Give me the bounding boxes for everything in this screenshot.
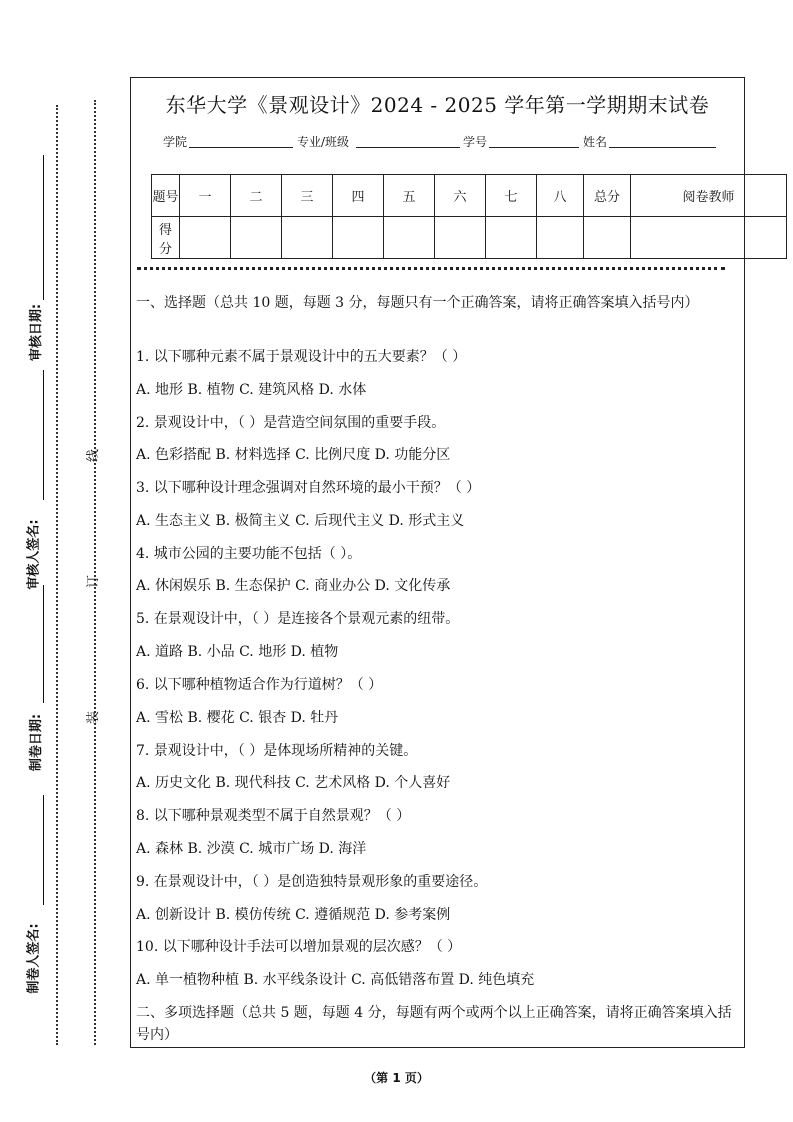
question-5: 5. 在景观设计中，（ ）是连接各个景观元素的纽带。 <box>136 611 460 627</box>
score-cell[interactable] <box>631 217 787 259</box>
question-10: 10. 以下哪种设计手法可以增加景观的层次感？（ ） <box>136 939 462 955</box>
options-1: A. 地形 B. 植物 C. 建筑风格 D. 水体 <box>136 382 367 398</box>
score-table-header-row <box>152 175 787 217</box>
col-total: 总分 <box>584 175 631 217</box>
dotted-separator <box>137 267 725 270</box>
score-cell[interactable] <box>231 217 282 259</box>
student-id-field[interactable] <box>489 147 579 148</box>
score-cell[interactable] <box>384 217 435 259</box>
score-cell[interactable] <box>435 217 486 259</box>
section2-heading: 二、多项选择题（总共 5 题，每题 4 分，每题有两个或两个以上正确答案，请将正确答案填入括号内） <box>136 1005 732 1043</box>
options-4: A. 休闲娱乐 B. 生态保护 C. 商业办公 D. 文化传承 <box>136 578 451 594</box>
bind-char-ding: 订 <box>86 574 102 589</box>
exam-title: 东华大学《景观设计》2024 - 2025 学年第一学期期末试卷 <box>165 93 710 117</box>
options-2: A. 色彩搭配 B. 材料选择 C. 比例尺度 D. 功能分区 <box>136 447 451 463</box>
score-table-score-row <box>152 217 787 259</box>
name-label: 姓名 <box>583 135 608 149</box>
score-cell[interactable] <box>486 217 537 259</box>
col-7: 七 <box>486 175 537 217</box>
question-8: 8. 以下哪种景观类型不属于自然景观？（ ） <box>136 808 411 824</box>
reviewer-sign-label: 审核人签名: <box>26 519 42 590</box>
score-table <box>151 174 787 259</box>
maker-sign-label: 制卷人签名: <box>26 923 42 994</box>
row-header-tihao: 题号 <box>152 175 180 217</box>
question-2: 2. 景观设计中，（ ）是营造空间氛围的重要手段。 <box>136 415 446 431</box>
options-10: A. 单一植物种植 B. 水平线条设计 C. 高低错落布置 D. 纯色填充 <box>136 972 535 988</box>
question-6: 6. 以下哪种植物适合作为行道树？（ ） <box>136 677 383 693</box>
college-label: 学院 <box>163 135 188 149</box>
page-number: （第 1 页） <box>364 1071 429 1085</box>
name-field[interactable] <box>609 147 716 148</box>
bind-char-zhuang: 装 <box>86 710 102 725</box>
question-7: 7. 景观设计中，（ ）是体现场所精神的关键。 <box>136 743 418 759</box>
options-9: A. 创新设计 B. 模仿传统 C. 遵循规范 D. 参考案例 <box>136 907 451 923</box>
options-6: A. 雪松 B. 樱花 C. 银杏 D. 牡丹 <box>136 710 339 726</box>
score-cell[interactable] <box>333 217 384 259</box>
bind-char-xian: 线 <box>86 448 102 463</box>
score-cell[interactable] <box>537 217 584 259</box>
col-4: 四 <box>333 175 384 217</box>
maker-sign-line <box>43 795 44 905</box>
left-dotted-line <box>56 105 58 1045</box>
col-8: 八 <box>537 175 584 217</box>
section1-heading: 一、选择题（总共 10 题，每题 3 分，每题只有一个正确答案，请将正确答案填入括号内） <box>136 295 699 311</box>
options-3: A. 生态主义 B. 极简主义 C. 后现代主义 D. 形式主义 <box>136 513 465 529</box>
col-6: 六 <box>435 175 486 217</box>
score-cell[interactable] <box>282 217 333 259</box>
reviewer-sign-line <box>43 370 44 500</box>
options-8: A. 森林 B. 沙漠 C. 城市广场 D. 海洋 <box>136 841 367 857</box>
major-label: 专业/班级 <box>297 135 350 149</box>
col-5: 五 <box>384 175 435 217</box>
major-field[interactable] <box>356 147 460 148</box>
row-header-defen: 得分 <box>152 217 180 259</box>
question-1: 1. 以下哪种元素不属于景观设计中的五大要素？（ ） <box>136 349 467 365</box>
question-3: 3. 以下哪种设计理念强调对自然环境的最小干预？（ ） <box>136 480 481 496</box>
score-cell[interactable] <box>584 217 631 259</box>
student-id-label: 学号 <box>463 135 488 149</box>
options-7: A. 历史文化 B. 现代科技 C. 艺术风格 D. 个人喜好 <box>136 775 451 791</box>
col-3: 三 <box>282 175 333 217</box>
college-field[interactable] <box>189 147 293 148</box>
col-grader: 阅卷教师 <box>631 175 787 217</box>
make-date-label: 制卷日期: <box>29 713 45 772</box>
options-5: A. 道路 B. 小品 C. 地形 D. 植物 <box>136 644 339 660</box>
make-date-line <box>43 585 44 703</box>
review-date-line <box>43 155 44 300</box>
review-date-label: 审核日期: <box>29 303 45 362</box>
col-2: 二 <box>231 175 282 217</box>
question-4: 4. 城市公园的主要功能不包括（ ）。 <box>136 546 362 562</box>
score-cell[interactable] <box>180 217 231 259</box>
question-9: 9. 在景观设计中，（ ）是创造独特景观形象的重要途径。 <box>136 874 488 890</box>
col-1: 一 <box>180 175 231 217</box>
binding-dotted-line <box>94 100 96 1045</box>
